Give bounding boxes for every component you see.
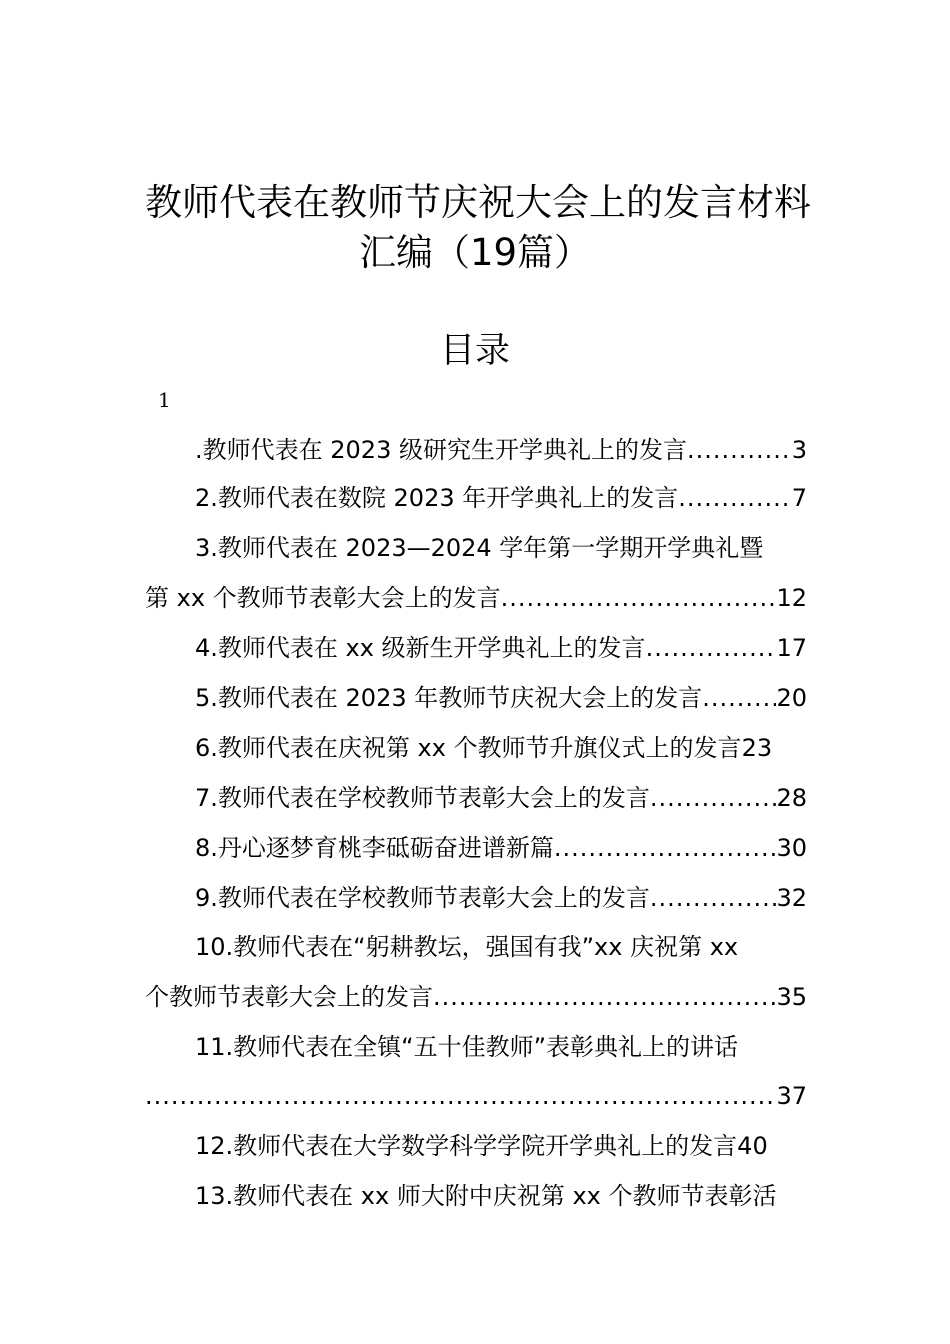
toc-entry-page: 20	[776, 684, 807, 712]
toc-entry-page: 37	[776, 1082, 807, 1110]
toc-entry-1	[195, 434, 807, 466]
toc-entry-text: 第 xx 个教师节表彰大会上的发言	[145, 584, 501, 612]
toc-entry-page: 12	[776, 584, 807, 612]
toc-entry-8	[195, 832, 807, 864]
toc-entry-page: 23	[741, 734, 773, 762]
toc-entry-page: 7	[791, 484, 807, 512]
toc-entry-13-line-1	[195, 1180, 807, 1212]
toc-entry-9	[195, 882, 807, 914]
toc-entry-text: 2.教师代表在数院 2023 年开学典礼上的发言	[195, 484, 679, 512]
toc-leader-dots	[646, 632, 777, 664]
toc-entry-page: 3	[791, 436, 807, 464]
toc-leader-dots	[433, 981, 776, 1013]
toc-leader-dots	[678, 482, 791, 514]
toc-entry-text: 8.丹心逐梦育桃李砥砺奋进谱新篇	[195, 834, 554, 862]
document-title-line-2: 汇编（19篇）	[358, 231, 592, 274]
toc-entry-11-line-2	[145, 1080, 807, 1112]
toc-entry-10-line-2	[145, 981, 807, 1013]
toc-entry-text: 6.教师代表在庆祝第 xx 个教师节升旗仪式上的发言	[195, 734, 742, 762]
toc-leader-dots	[650, 882, 777, 914]
document-title-line-1: 教师代表在教师节庆祝大会上的发言材料	[145, 181, 811, 224]
toc-leader-dots	[702, 682, 776, 714]
toc-entry-11-line-1	[195, 1031, 807, 1063]
toc-entry-page: 40	[737, 1132, 768, 1160]
toc-entry-text: 9.教师代表在学校教师节表彰大会上的发言	[195, 884, 650, 912]
toc-entry-6	[195, 732, 807, 764]
page-number: 1	[158, 388, 171, 412]
toc-entry-12	[195, 1130, 807, 1162]
toc-leader-dots	[650, 782, 777, 814]
toc-entry-text: .教师代表在 2023 级研究生开学典礼上的发言	[195, 436, 687, 464]
toc-leader-dots	[687, 434, 792, 466]
toc-entry-text: 10.教师代表在“躬耕教坛，强国有我”xx 庆祝第 xx	[195, 933, 739, 961]
toc-entry-page: 17	[776, 634, 807, 662]
toc-entry-3-line-1	[195, 532, 807, 564]
toc-entry-3-line-2	[145, 582, 807, 614]
toc-entry-text: 个教师节表彰大会上的发言	[145, 983, 433, 1011]
toc-leader-dots	[145, 1080, 776, 1112]
toc-entry-text: 7.教师代表在学校教师节表彰大会上的发言	[195, 784, 650, 812]
toc-entry-page: 35	[776, 983, 807, 1011]
toc-entry-2	[195, 482, 807, 514]
toc-entry-text: 13.教师代表在 xx 师大附中庆祝第 xx 个教师节表彰活	[195, 1182, 777, 1210]
toc-entry-text: 4.教师代表在 xx 级新生开学典礼上的发言	[195, 634, 646, 662]
toc-entry-text: 5.教师代表在 2023 年教师节庆祝大会上的发言	[195, 684, 703, 712]
toc-entry-4	[195, 632, 807, 664]
toc-entry-page: 30	[776, 834, 807, 862]
toc-leader-dots	[554, 832, 777, 864]
toc-entry-7	[195, 782, 807, 814]
toc-entry-page: 32	[776, 884, 807, 912]
toc-leader-dots	[501, 582, 777, 614]
toc-heading: 目录	[439, 331, 510, 371]
toc-entry-text: 3.教师代表在 2023—2024 学年第一学期开学典礼暨	[195, 534, 764, 562]
toc-entry-5	[195, 682, 807, 714]
toc-entry-page: 28	[776, 784, 807, 812]
toc-entry-10-line-1	[195, 931, 807, 963]
toc-entry-text: 12.教师代表在大学数学科学学院开学典礼上的发言	[195, 1132, 738, 1160]
toc-entry-text: 11.教师代表在全镇“五十佳教师”表彰典礼上的讲话	[195, 1033, 739, 1061]
